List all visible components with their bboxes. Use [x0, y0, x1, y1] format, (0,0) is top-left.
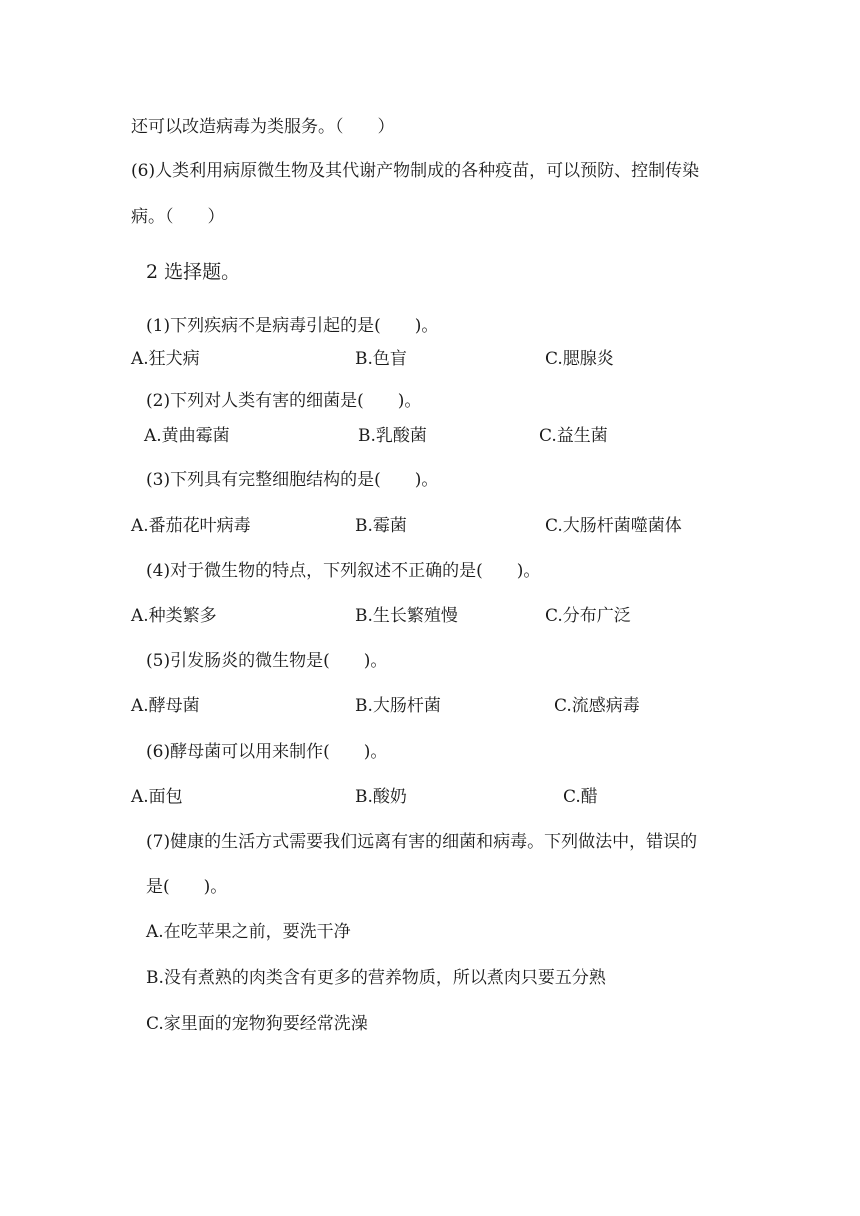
choice-q1-option-b: B.色盲	[355, 349, 407, 369]
choice-section-title: 2 选择题。	[146, 261, 241, 283]
choice-q2-option-c: C.益生菌	[539, 426, 608, 446]
choice-q1-stem: (1)下列疾病不是病毒引起的是( )。	[146, 316, 439, 336]
choice-q7-option-b: B.没有煮熟的肉类含有更多的营养物质，所以煮肉只要五分熟	[146, 968, 606, 988]
choice-q6-option-b: B.酸奶	[355, 787, 407, 807]
choice-q2-option-a: A.黄曲霉菌	[144, 426, 230, 446]
choice-q5-option-a: A.酵母菌	[131, 696, 200, 716]
choice-q2-stem: (2)下列对人类有害的细菌是( )。	[146, 391, 422, 411]
choice-q7-option-a: A.在吃苹果之前，要洗干净	[146, 922, 351, 942]
choice-q1-option-c: C.腮腺炎	[545, 349, 614, 369]
judgment-q6-line2: 病。（ ）	[131, 207, 225, 227]
choice-q7-stem-line2: 是( )。	[146, 877, 228, 897]
choice-q4-stem: (4)对于微生物的特点，下列叙述不正确的是( )。	[146, 561, 541, 581]
choice-q4-option-a: A.种类繁多	[131, 606, 217, 626]
choice-q3-option-a: A.番茄花叶病毒	[131, 516, 251, 536]
choice-q3-option-b: B.霉菌	[355, 516, 407, 536]
choice-q3-stem: (3)下列具有完整细胞结构的是( )。	[146, 470, 439, 490]
choice-q5-option-b: B.大肠杆菌	[355, 696, 441, 716]
choice-q7-option-c: C.家里面的宠物狗要经常洗澡	[146, 1014, 368, 1034]
choice-q4-option-b: B.生长繁殖慢	[355, 606, 458, 626]
choice-q3-option-c: C.大肠杆菌噬菌体	[545, 516, 682, 536]
choice-q5-stem: (5)引发肠炎的微生物是( )。	[146, 651, 388, 671]
choice-q6-option-c: C.醋	[563, 787, 598, 807]
choice-q6-option-a: A.面包	[131, 787, 183, 807]
choice-q5-option-c: C.流感病毒	[554, 696, 640, 716]
choice-q7-stem-line1: (7)健康的生活方式需要我们远离有害的细菌和病毒。下列做法中，错误的	[146, 832, 698, 852]
choice-q6-stem: (6)酵母菌可以用来制作( )。	[146, 742, 388, 762]
judgment-q6-line1: (6)人类利用病原微生物及其代谢产物制成的各种疫苗，可以预防、控制传染	[131, 161, 700, 181]
choice-q4-option-c: C.分布广泛	[545, 606, 631, 626]
judgment-q5-continuation: 还可以改造病毒为类服务。（ ）	[131, 117, 395, 137]
choice-q2-option-b: B.乳酸菌	[358, 426, 427, 446]
choice-q1-option-a: A.狂犬病	[131, 349, 200, 369]
